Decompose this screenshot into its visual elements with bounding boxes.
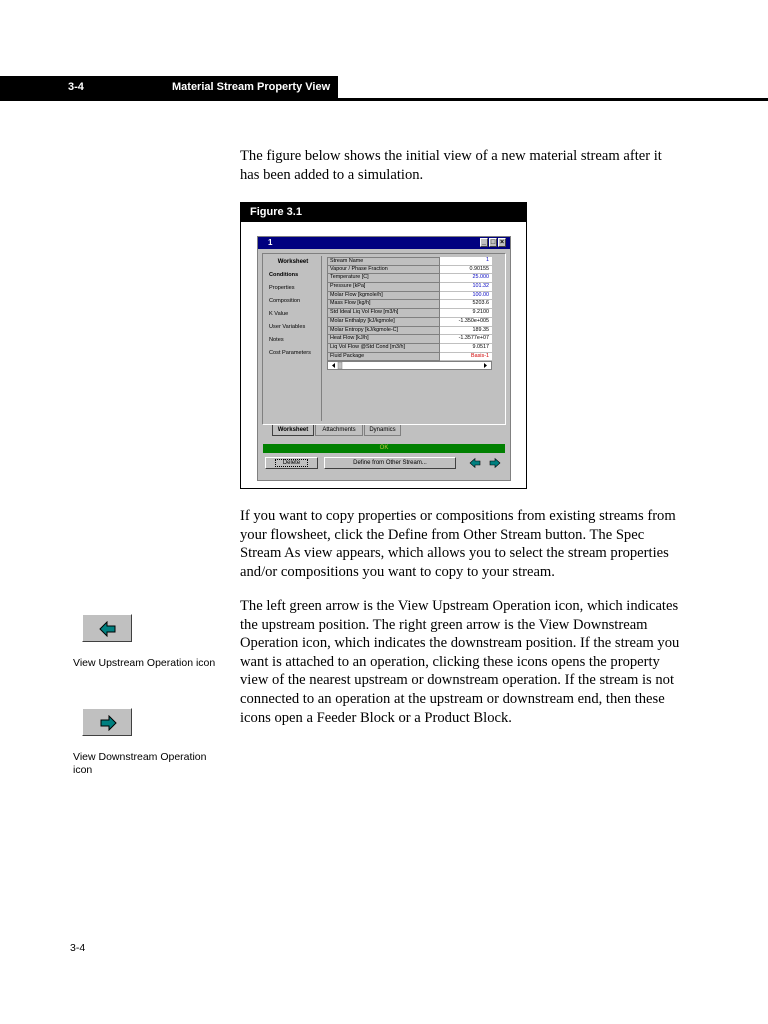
nav-heading: Worksheet <box>277 259 309 265</box>
maximize-icon[interactable]: □ <box>490 239 496 246</box>
define-from-other-stream-button[interactable]: Define from Other Stream... <box>324 457 456 469</box>
grid-label: Molar Entropy [kJ/kgmole-C] <box>327 327 440 336</box>
horizontal-scrollbar[interactable] <box>327 361 492 370</box>
tab-dynamics[interactable]: Dynamics <box>364 425 401 436</box>
minimize-icon[interactable]: _ <box>480 238 488 247</box>
grid-row <box>327 309 504 318</box>
grid-row <box>327 283 504 292</box>
view-upstream-operation-button[interactable] <box>82 614 132 642</box>
delete-button[interactable] <box>265 457 318 469</box>
view-downstream-operation-button[interactable] <box>82 708 132 736</box>
page-number: 3-4 <box>70 942 86 954</box>
grid-row <box>327 344 504 353</box>
grid-label: Heat Flow [kJ/h] <box>327 335 440 344</box>
section-title: Material Stream Property View <box>172 81 331 93</box>
nav-item-properties[interactable]: Properties <box>269 285 295 291</box>
worksheet-panel <box>262 253 506 425</box>
paragraph-arrow-icons: The left green arrow is the View Upstream Operation icon, which indicates the upstream position. The right green arrow is the View Downstream Operation icon, which indicates the downstream position. If the stream you want is attached to an operation, clicking these icons opens the property view of the nearest upstream or downstream operation. If the stream is not connected to an operation at the upstream or downstream end, then these icons open a Feeder Block or a Product Block. <box>240 598 680 726</box>
left-arrow-icon <box>99 621 117 637</box>
scroll-left-icon <box>332 363 335 368</box>
grid-label: Mass Flow [kg/h] <box>327 300 440 309</box>
upstream-arrow-icon[interactable] <box>468 457 482 469</box>
scroll-thumb <box>338 362 342 369</box>
grid-value[interactable]: -1.3577e+07 <box>440 335 492 344</box>
grid-row <box>327 318 504 327</box>
downstream-caption: View Downstream Operation icon <box>73 751 207 776</box>
grid-value[interactable]: 25.000 <box>440 274 492 283</box>
grid-row <box>327 257 504 266</box>
window-title-bar <box>258 237 510 249</box>
worksheet-nav <box>265 256 322 421</box>
right-arrow-icon <box>99 715 117 731</box>
grid-label: Temperature [C] <box>327 274 440 283</box>
grid-value[interactable]: 9.0517 <box>440 344 492 353</box>
grid-value[interactable]: 100.00 <box>440 292 492 301</box>
upstream-caption: View Upstream Operation icon <box>73 657 216 669</box>
grid-row <box>327 353 504 362</box>
header-rule <box>338 98 768 101</box>
grid-label: Molar Flow [kgmole/h] <box>327 292 440 301</box>
figure-label: Figure 3.1 <box>241 203 526 222</box>
tab-attachments[interactable]: Attachments <box>315 425 363 436</box>
paragraph-define-from-other-stream: If you want to copy properties or compositions from existing streams from your flowsheet, click the Define from Other Stream button. The Spec Stream As view appears, which allows you to select the stream properties and/or compositions you want to copy to your stream. <box>240 508 676 580</box>
window-title: 1 <box>268 238 273 247</box>
grid-value[interactable]: 1 <box>440 257 492 266</box>
grid-label: Std Ideal Liq Vol Flow [m3/h] <box>327 309 440 318</box>
grid-value[interactable]: Basis-1 <box>440 353 492 362</box>
grid-value[interactable]: 189.35 <box>440 327 492 336</box>
conditions-grid <box>327 257 504 370</box>
nav-item-composition[interactable]: Composition <box>269 298 301 304</box>
nav-item-k-value[interactable]: K Value <box>269 311 289 317</box>
intro-paragraph: The figure below shows the initial view of a new material stream after it has been added to a simulation. <box>240 148 662 183</box>
material-stream-window <box>257 236 511 481</box>
nav-item-cost-parameters[interactable]: Cost Parameters <box>269 350 311 356</box>
grid-label: Fluid Package <box>327 353 440 362</box>
figure-frame <box>240 202 527 489</box>
close-icon[interactable]: × <box>499 239 505 246</box>
grid-label: Molar Enthalpy [kJ/kgmole] <box>327 318 440 327</box>
scroll-right-icon <box>484 363 487 368</box>
grid-label: Liq Vol Flow @Std Cond [m3/h] <box>327 344 440 353</box>
grid-value[interactable]: 101.32 <box>440 283 492 292</box>
nav-item-user-variables[interactable]: User Variables <box>269 324 306 330</box>
grid-row <box>327 274 504 283</box>
grid-value[interactable]: -1.350e+005 <box>440 318 492 327</box>
grid-row <box>327 335 504 344</box>
tab-worksheet[interactable]: Worksheet <box>272 425 314 436</box>
nav-item-notes[interactable]: Notes <box>269 337 284 343</box>
grid-value[interactable]: 5203.6 <box>440 300 492 309</box>
nav-item-conditions[interactable]: Conditions <box>269 272 299 278</box>
grid-label: Vapour / Phase Fraction <box>327 266 440 275</box>
section-number: 3-4 <box>68 81 84 93</box>
grid-row <box>327 300 504 309</box>
grid-row <box>327 266 504 275</box>
grid-value[interactable]: 0.90155 <box>440 266 492 275</box>
grid-label: Stream Name <box>327 257 440 266</box>
grid-label: Pressure [kPa] <box>327 283 440 292</box>
grid-value[interactable]: 9.2100 <box>440 309 492 318</box>
grid-row <box>327 292 504 301</box>
downstream-arrow-icon[interactable] <box>488 457 502 469</box>
status-bar: OK <box>263 444 505 453</box>
grid-row <box>327 327 504 336</box>
delete-label: Delete <box>275 459 308 467</box>
